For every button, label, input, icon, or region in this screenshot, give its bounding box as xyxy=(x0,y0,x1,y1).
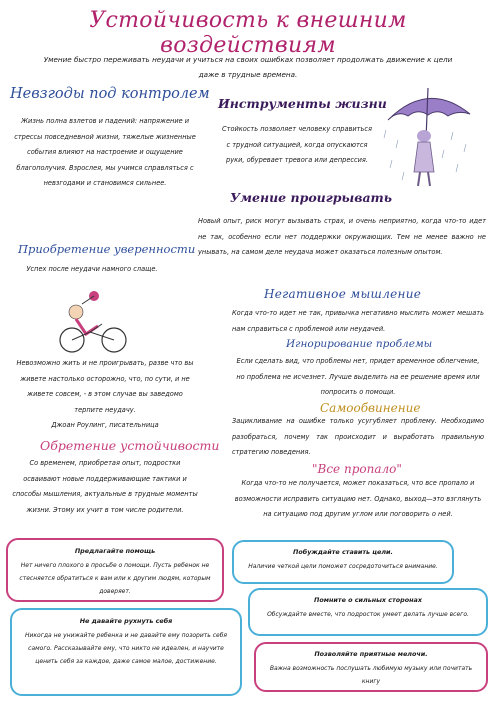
text-adversity: Жизнь полна взлетов и падений: напряжение и стрессы повседневной жизни, тяжелые жизненные события влияют на настроение и ощущение благополучия. Взрослея, мы учимся справляться с невзгодами и становимся сильнее. xyxy=(14,117,196,187)
heading-adversity: Невзгоды под контролем xyxy=(10,86,210,102)
tip-box-help xyxy=(6,538,224,602)
tip-box-title: Позволяйте приятные мелочи. xyxy=(314,650,428,658)
quote-author: Джоан Роулинг, писательница xyxy=(51,421,159,429)
heading-negative: Негативное мышление xyxy=(264,287,422,301)
heading-life-tools: Инструменты жизни xyxy=(218,96,387,111)
tip-box-text: Нет ничего плохого в просьбе о помощи. Пусть ребенок не стесняется обратиться к вам или к другим людям, которым доверяет. xyxy=(19,562,211,595)
text-all-lost: Когда что-то не получается, может показаться, что все пропало и возможности исправить ситуацию нет. Однако, выход—это взглянуть на ситуацию под другим углом или поговорить о ней. xyxy=(234,479,482,518)
heading-ignoring: Игнорирование проблемы xyxy=(286,338,433,350)
intro-text: Умение быстро переживать неудачи и учиться на своих ошибках позволяет продолжать движение к цели даже в трудные времена. xyxy=(43,55,453,79)
text-life-tools: Стойкость позволяет человеку справиться с трудной ситуацией, когда опускаются руки, обуревает тревога или депрессия. xyxy=(222,125,372,164)
page-title: Устойчивость к внешним воздействиям xyxy=(89,8,407,58)
text-ignoring: Если сделать вид, что проблемы нет, придет временное облегчение, но проблема не исчезнет. Лучше выделить на ее решение время или попросить о помощи. xyxy=(236,357,480,396)
text-resilience: Со временем, приобретая опыт, подростки осваивают новые поддерживающие тактики и способы мышления, актуальные в трудные моменты жизни. Этому их учит в том числе родители. xyxy=(12,459,198,514)
cyclist-illustration xyxy=(52,282,136,354)
tip-box-self-esteem xyxy=(10,608,242,696)
umbrella-illustration xyxy=(378,80,478,192)
tip-box-title: Побуждайте ставить цели. xyxy=(293,548,393,556)
text-negative: Когда что-то идет не так, привычка негативно мыслить может мешать нам справиться с проблемой или неудачей. xyxy=(232,309,484,333)
tip-box-text: Важна возможность послушать любимую музыку или почитать книгу xyxy=(269,665,473,685)
text-confidence: Успех после неудачи намного слаще. xyxy=(26,265,158,273)
heading-confidence: Приобретение уверенности xyxy=(18,242,196,256)
heading-self-blame: Самообвинение xyxy=(320,401,421,415)
tip-box-text: Никогда не унижайте ребенка и не давайте ему позорить себя самого. Рассказывайте ему, что никто не идеален, и научите ценить себя за каждое, даже самое малое, достижение. xyxy=(24,632,228,665)
tip-box-title: Предлагайте помощь xyxy=(74,547,156,555)
tip-box-text: Наличие четкой цели поможет сосредоточиться внимание. xyxy=(248,563,438,570)
heading-losing: Умение проигрывать xyxy=(230,190,393,205)
quote-text: Невозможно жить и не проигрывать, разве что вы живете настолько осторожно, что, по сути, и не живете совсем, - в этом случае вы заведомо терпите неудачу. xyxy=(16,359,194,414)
tip-box-title: Не давайте рухнуть себя xyxy=(79,617,173,625)
text-losing: Новый опыт, риск могут вызывать страх, и очень неприятно, когда что-то идет не так, особенно если нет поддержки окружающих. Тем не менее важно не унывать, на самом деле неудача может оказаться полезным опытом. xyxy=(198,217,486,256)
heading-resilience: Обретение устойчивости xyxy=(40,438,220,453)
tip-box-text: Обсуждайте вместе, что подросток умеет делать лучше всего. xyxy=(267,611,469,618)
tip-box-strengths xyxy=(248,588,488,636)
tip-box-pleasures xyxy=(254,642,488,692)
heading-all-lost: "Все пропало" xyxy=(312,462,402,476)
tip-box-title: Помните о сильных сторонах xyxy=(314,596,422,604)
text-self-blame: Зацикливание на ошибке только усугубляет проблему. Необходимо разобраться, почему так происходит и выработать правильную стратегию поведения. xyxy=(232,417,484,456)
tip-box-goals xyxy=(232,540,454,584)
